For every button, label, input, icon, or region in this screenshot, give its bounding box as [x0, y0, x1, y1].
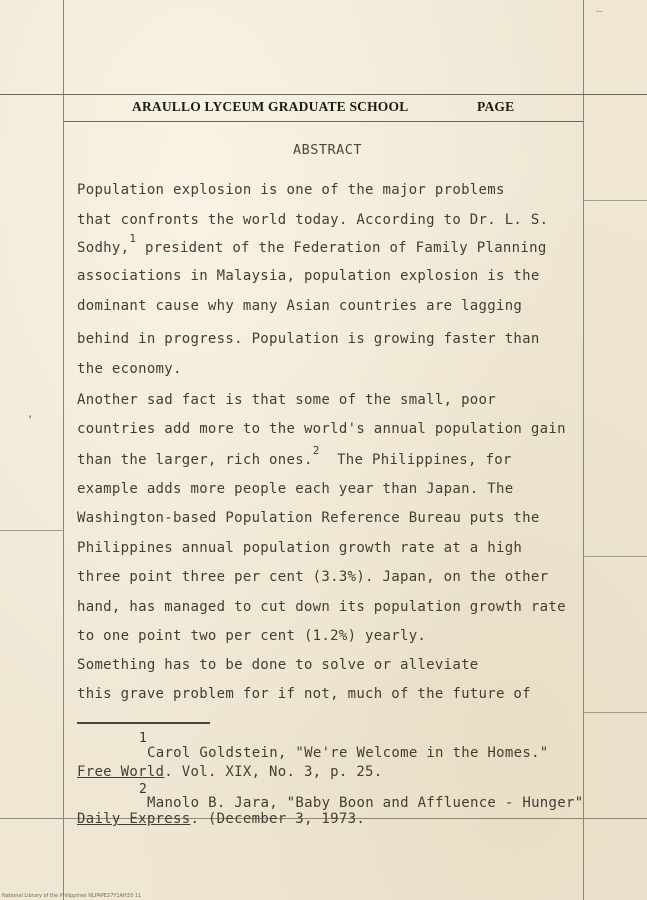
footnote-1-source: Free World: [77, 764, 165, 780]
page-header: [132, 99, 552, 117]
body-text: than the larger, rich ones.: [77, 452, 313, 468]
page-label: PAGE: [477, 99, 515, 114]
right-tick-1: [583, 200, 647, 201]
body-line: associations in Malaysia, population explosion is the: [77, 268, 540, 284]
body-line: dominant cause why many Asian countries are lagging: [77, 298, 523, 314]
body-line: countries add more to the world's annual population gain: [77, 421, 566, 437]
body-line: Another sad fact is that some of the small, poor: [77, 392, 496, 408]
ink-mark: –: [596, 6, 603, 17]
body-line: Washington-based Population Reference Bureau puts the: [77, 510, 540, 526]
body-line: example adds more people each year than Japan. The: [77, 481, 514, 497]
body-line: that confronts the world today. According to Dr. L. S.: [77, 212, 549, 228]
footnote-2-source: Daily Express: [77, 811, 191, 827]
footnote-separator: [77, 722, 210, 724]
footnote-1-line-1: Carol Goldstein, "We're Welcome in the Homes.": [147, 745, 549, 761]
footnote-ref-2: 2: [312, 444, 320, 457]
footnote-2-line-2: [77, 811, 365, 827]
left-tick: [0, 530, 63, 531]
body-line: Philippines annual population growth rate at a high: [77, 540, 523, 556]
footnote-ref-1: 1: [129, 232, 137, 245]
footnote-2-line-1: Manolo B. Jara, "Baby Boon and Affluence - Hunger": [147, 795, 584, 811]
right-margin-rule: [583, 0, 584, 900]
body-line: hand, has managed to cut down its population growth rate: [77, 599, 566, 615]
archive-strip: National Library of the Philippines NLPAPE27Y1AH33 11: [2, 893, 142, 899]
ink-mark: ’: [27, 415, 34, 426]
body-text: Sodhy,: [77, 240, 130, 256]
right-tick-3: [583, 712, 647, 713]
body-line: [77, 232, 547, 256]
body-line: the economy.: [77, 361, 182, 377]
body-line: this grave problem for if not, much of the future of: [77, 686, 531, 702]
body-text: president of the Federation of Family Planning: [136, 240, 547, 256]
header-rule-bottom: [63, 121, 583, 122]
body-line: Something has to be done to solve or alleviate: [77, 657, 479, 673]
header-rule-top: [0, 94, 647, 95]
body-line: Population explosion is one of the major problems: [77, 182, 505, 198]
left-margin-rule: [63, 0, 64, 900]
footnote-number-1: 1: [139, 731, 147, 746]
body-line: to one point two per cent (1.2%) yearly.: [77, 628, 427, 644]
footnote-number-2: 2: [139, 782, 147, 797]
school-name: ARAULLO LYCEUM GRADUATE SCHOOL: [132, 99, 409, 114]
body-line: three point three per cent (3.3%). Japan, on the other: [77, 569, 549, 585]
footnote-2-details: . (December 3, 1973.: [190, 811, 366, 827]
body-text: The Philippines, for: [319, 452, 512, 468]
footnote-1-line-2: [77, 764, 383, 780]
body-line: behind in progress. Population is growing faster than: [77, 331, 540, 347]
footnote-1-details: . Vol. XIX, No. 3, p. 25.: [164, 764, 383, 780]
document-title: ABSTRACT: [292, 142, 363, 158]
body-line: [77, 444, 512, 468]
right-tick-2: [583, 556, 647, 557]
